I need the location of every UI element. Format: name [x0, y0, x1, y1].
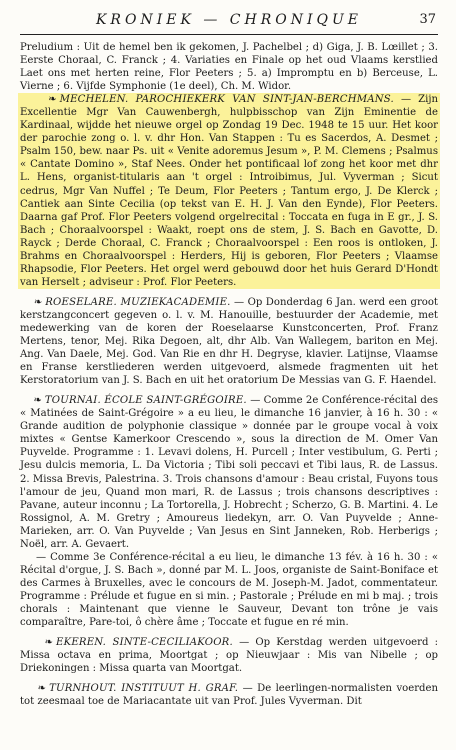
section-heading: MECHELEN. PAROCHIEKERK VAN SINT-JAN-BERCHMANS.: [59, 94, 394, 106]
section-heading: EKEREN. SINTE-CECILIAKOOR.: [56, 637, 233, 649]
section-text: Comme 3e Conférence-récital a eu lieu, le dimanche 13 fév. à 16 h. 30 : « Récital d'orgue, J. S. Bach », donné par M. L. Joos, organiste de Saint-Boniface et des Carmes à Bruxelles, avec le concours de M. Joseph-M. Jadot, commentateur. Programme : Prélude et fugue en si min. ; Pastorale ; Prélude en mi b maj. ; trois chorals : Maintenant que vienne le Sauveur, Devant ton trône je vais comparaître, Pare-toi, ô chère âme ; Toccate et fugue en ré min.: [20, 551, 439, 629]
ornament-icon: ❧: [33, 395, 42, 407]
page-number: 37: [419, 12, 436, 27]
section-tournai: [20, 394, 438, 551]
section-text: — Op Donderdag 6 Jan. werd een groot kerstzangconcert gegeven o. l. v. M. Hanouille, bestuurder der Academie, met medewerking van de koren der Roeselaarse Kunstconcerten, Prof. Franz Mertens, tenor, Mej. Rika Degoen, alt, dhr Alb. Van Wallegem, bariton en Mej. Ang. Van Daele, Mej. God. Van Rie en dhr H. Degryse, klavier. Latijnse, Vlaamse en Franse kerstliederen werden uitgevoerd, alsmede fragmenten uit het Kerstoratorium van J. S. Bach en uit het oratorium De Messias van G. F. Haendel.: [20, 296, 438, 387]
section-heading: ROESELARE. MUZIEKACADEMIE.: [45, 296, 231, 308]
intro-paragraph: Preludium : Uit de hemel ben ik gekomen, J. Pachelbel ; d) Giga, J. B. Lœillet ; 3. Eerste Choraal, C. Franck ; 4. Variaties en Finale op het oud Vlaams kerstlied Laet ons met herten reine, Flor Peeters ; 5. a) Impromptu en b) Berceuse, L. Vierne ; 6. Vijfde Symphonie (1e deel), Ch. M. Widor.: [20, 42, 438, 93]
section-text: — Zijn Excellentie Mgr Van Cauwenbergh, hulpbisschop van Zijn Eminentie de Kardinaal, wijdde het nieuwe orgel op Zondag 19 Dec. 1948 te 15 uur. Het koor der parochie zong o. l. v. dhr Hon. Van Stappen : Tu es Sacerdos, A. Desmet ; Psalm 150, bew. naar Ps. uit « Venite adoremus Jesum », P. M. Clemens ; Psalmus « Cantate Domino », Staf Nees. Onder het pontificaal lof zong het koor met dhr L. Hens, organist-titularis aan 't orgel : Introibimus, Jul. Vyverman ; Sicut cedrus, Mgr Van Nuffel ; Te Deum, Flor Peeters ; Tantum ergo, J. De Klerck ; Cantiek aan Sinte Cecilia (op tekst van E. H. J. Van den Eynde), Flor Peeters. Daarna gaf Prof. Flor Peeters volgend orgelrecital : Toccata en fuga in E gr., J. S. Bach ; Choraalvoorspel : Waakt, roept ons de stem, J. S. Bach en Gavotte, D. Rayck ; Derde Choraal, C. Franck ; Choraalvoorspel : Een roos is ontloken, J. Brahms en Choraalvoorspel : Herders, Hij is geboren, Flor Peeters ; Vlaamse Rhapsodie, Flor Peeters. Het orgel werd gebouwd door het huis Gerard D'Hondt van Herselt ; adviseur : Prof. Flor Peeters.: [20, 94, 439, 288]
article-body: [20, 41, 438, 708]
section-text: — Comme 2e Conférence-récital des « Matinées de Saint-Grégoire » a eu lieu, le dimanche 16 janvier, à 16 h. 30 : « Grande audition de polyphonie classique » donnée par le groupe vocal à voix mixtes « Gentse Kamerkoor Crescendo », sous la direction de M. Omer Van Puyvelde. Programme : 1. Levavi dolens, H. Purcell ; Inter vestibulum, G. Perti ; Jesu dulcis memoria, L. Da Victoria ; Tibi soli peccavi et Tibi laus, R. de Lassus. 2. Missa Brevis, Palestrina. 3. Trois chansons d'amour : Beau cristal, Fuyons tous l'amour de jeu, Quand mon mari, R. de Lassus ; trois chansons descriptives : Pavane, auteur inconnu ; La Tortorella, J. Hobrecht ; Scherzo, G. B. Martini. 4. Le Rossignol, A. M. Gretry ; Amoureus liedekyn, arr. O. Van Puyvelde ; Anne-Marieken, arr. O. Van Puyvelde ; Van Jesus en Sint Janneken, Rob. Herberigs ; Noël, arr. A. Gevaert.: [20, 395, 438, 550]
running-header: [20, 6, 438, 35]
section-mechelen: [18, 93, 440, 289]
ornament-icon: ❧: [44, 637, 54, 649]
section-tournai-continued: — Comme 3e Conférence-récital a eu lieu, le dimanche 13 fév. à 16 h. 30 : « Récital d'orgue, J. S. Bach », donné par M. L. Joos, organiste de Saint-Boniface et des Carmes à Bruxelles, avec le concours de M. Joseph-M. Jadot, commentateur. Programme : Prélude et fugue en si min. ; Pastorale ; Prélude en mi b maj. ; trois chorals : Maintenant que vienne le Sauveur, Devant ton trône je vais comparaître, Pare-toi, ô chère âme ; Toccate et fugue en ré min.: [20, 551, 439, 629]
ornament-icon: ❧: [37, 683, 47, 695]
section-turnhout: [20, 682, 438, 708]
ornament-icon: ❧: [33, 296, 43, 308]
header-title: KRONIEK — CHRONIQUE: [95, 12, 363, 28]
ornament-icon: ❧: [48, 94, 57, 106]
section-text: — De leerlingen-normalisten voerden tot zeesmaal toe de Mariacantate uit van Prof. Jules Vyverman. Dit: [20, 683, 438, 708]
section-text: — Op Kerstdag werden uitgevoerd : Missa octava en prima, Moortgat ; op Nieuwjaar : Mis van Nibelle ; op Driekoningen : Missa quarta van Moortgat.: [20, 637, 438, 675]
section-roeselare: [20, 296, 438, 387]
section-ekeren: [20, 636, 438, 675]
section-heading: TURNHOUT. INSTITUUT H. GRAF.: [49, 683, 239, 695]
section-heading: TOURNAI. ÉCOLE SAINT-GRÉGOIRE.: [44, 395, 247, 407]
